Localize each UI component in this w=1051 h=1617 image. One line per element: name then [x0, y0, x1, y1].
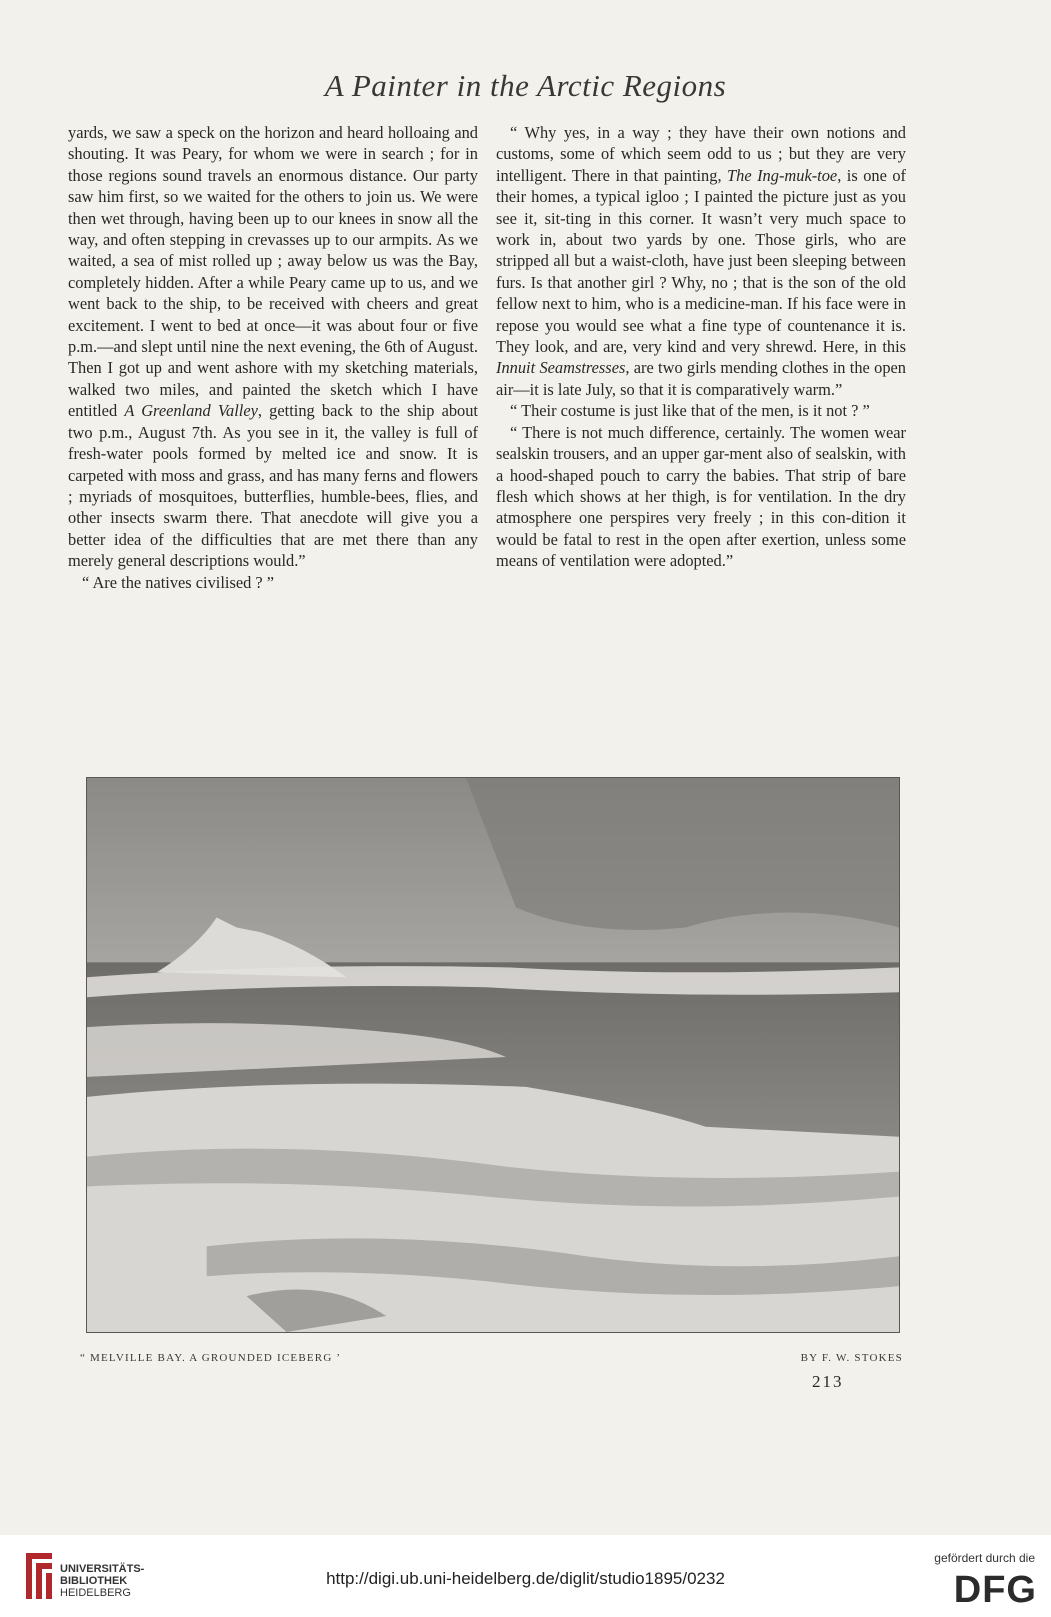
- library-name-line-3: HEIDELBERG: [60, 1587, 131, 1599]
- page-number: 213: [812, 1372, 844, 1391]
- left-p1-text: yards, we saw a speck on the horizon and heard holloaing and shouting. It was Peary, for whom we were in search ; for in those regions sound travels an enormous distance. Our party saw him first, so we waited for the others to join us. We were then wet through, having been up to our knees in snow all the way, and often stepping in crevasses up to our armpits. As we waited, a sea of mist rolled up ; away below us was the Bay, completely hidden. After a while Peary came up to us, and we went back to the ship, to be received with cheers and great excitement. I went to bed at once—it was about four or five p.m.—and slept until nine the next evening, the 6th of August. Then I got up and went ashore with my sketching materials, walked two miles, and painted the sketch which I have entitled: [68, 123, 478, 421]
- painting-title-innuit-seamstresses: Innuit Seamstresses: [496, 358, 626, 378]
- painting-plate: [86, 777, 900, 1333]
- right-column: [496, 122, 906, 572]
- left-paragraph-1: [68, 122, 478, 572]
- painting-title-ing-muk-toe: The Ing-muk-toe: [727, 165, 838, 185]
- right-p1-a: “ Why yes, in a way ; they have their own notions and customs, some of which seem odd to us ; but they are very intelligent. There in that painting,: [496, 123, 906, 185]
- library-name-line-2: BIBLIOTHEK: [60, 1575, 128, 1587]
- iceberg-painting-image: [87, 778, 899, 1332]
- right-paragraph-3: “ There is not much difference, certainly. The women wear sealskin trousers, and an upper gar-ment also of sealskin, with a hood-shaped pouch to carry the babies. That strip of bare flesh which shows at her thigh, is for ventilation. In the dry atmosphere one perspires very freely ; in this con-dition it would be fatal to rest in the open after exertion, unless some means of ventilation were adopted.”: [496, 422, 906, 571]
- left-column: [68, 122, 478, 593]
- right-paragraph-1: [496, 122, 906, 400]
- sponsor-note: gefördert durch die: [934, 1551, 1035, 1565]
- plate-credit: BY F. W. STOKES: [800, 1352, 903, 1364]
- right-paragraph-2: “ Their costume is just like that of the men, is it not ? ”: [510, 401, 870, 421]
- left-p1-rest: , getting back to the ship about two p.m., August 7th. As you see in it, the valley is full of fresh-water pools formed by melted ice and snow. It is carpeted with moss and grass, and has many ferns and flowers ; myriads of mosquitoes, butterflies, humble-bees, flies, and other insects swarm there. That anecdote will give you a better idea of the difficulties that are met there than any merely general descriptions would.”: [68, 401, 478, 571]
- source-url-link[interactable]: http://digi.ub.uni-heidelberg.de/diglit/studio1895/0232: [326, 1569, 725, 1588]
- digitization-footer: [0, 1535, 1051, 1617]
- painting-title-greenland-valley: A Greenland Valley: [124, 401, 258, 421]
- page-title: A Painter in the Arctic Regions: [324, 68, 727, 103]
- dfg-logo: DFG: [953, 1569, 1037, 1611]
- left-paragraph-2: “ Are the natives civilised ? ”: [82, 572, 275, 592]
- right-p1-b: , is one of their homes, a typical igloo ; I painted the picture just as you see it, sit-ting in this corner. It wasn’t very much space to work in, about two yards by one. Those girls, who are stripped all but a waist-cloth, have just been sleeping between furs. Is that another girl ? Why, no ; that is the son of the old fellow next to him, who is a medicine-man. If his face were in repose you would see what a fine type of countenance it is. They look, and are, very kind and very shrewd. Here, in this: [496, 165, 906, 357]
- right-p1-c: , are two girls mending clothes in the open air—it is late July, so that it is comparatively warm.”: [496, 358, 906, 399]
- plate-caption: “ MELVILLE BAY. A GROUNDED ICEBERG ’: [80, 1352, 342, 1364]
- library-name-line-1: UNIVERSITÄTS-: [60, 1563, 145, 1575]
